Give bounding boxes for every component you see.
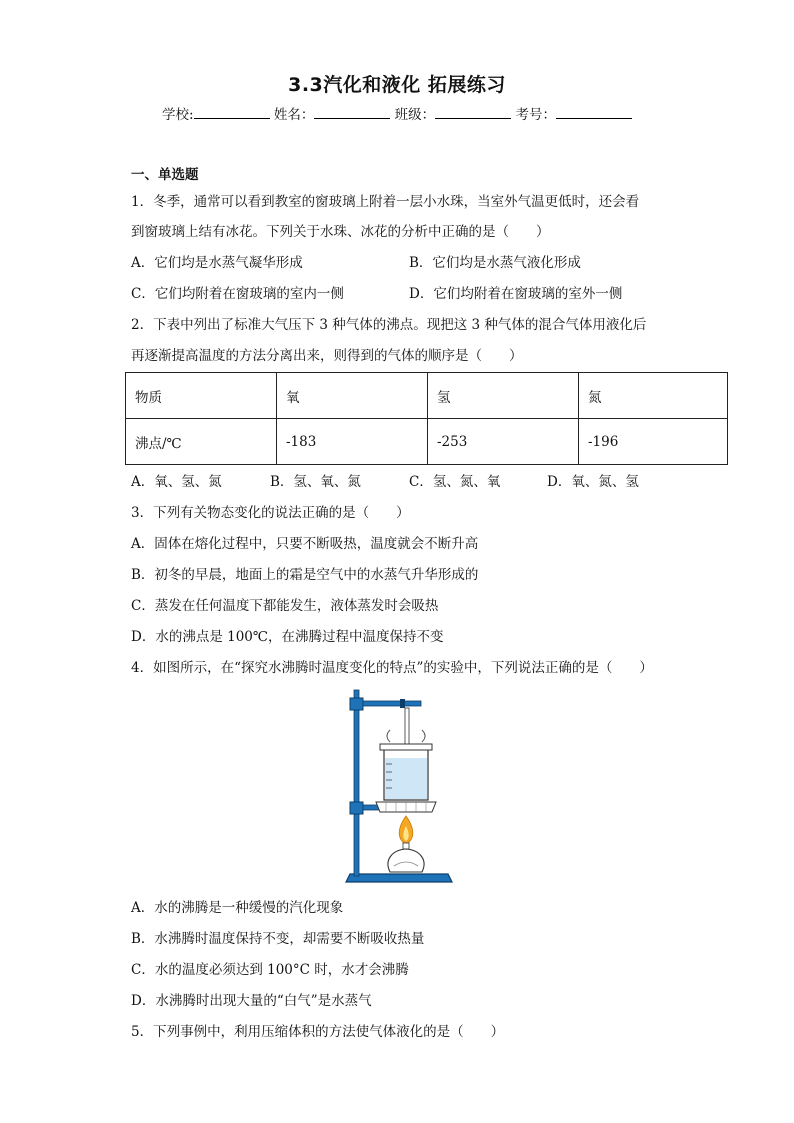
q4-option-c: C．水的温度必须达到 100°C 时，水才会沸腾 [131,962,409,978]
table-cell: 氢 [428,373,579,419]
beaker-lid [380,744,432,750]
q3-stem: 3．下列有关物态变化的说法正确的是（ ） [131,505,410,521]
class-blank[interactable] [435,104,511,119]
q4-option-b: B．水沸腾时温度保持不变，却需要不断吸收热量 [131,931,425,947]
boiling-point-table [125,372,728,465]
section-heading: 一、单选题 [131,167,199,183]
table-row [126,419,728,465]
table-cell: 物质 [126,373,277,419]
school-blank[interactable] [194,104,270,119]
stand-base [346,874,452,882]
thermometer-holder [400,699,405,708]
q1-option-b: B．它们均是水蒸气液化形成 [409,255,581,271]
alcohol-lamp [388,849,424,872]
table-cell: -253 [428,419,579,465]
q1-option-c: C．它们均附着在窗玻璃的室内一侧 [131,286,344,302]
lamp-wick-holder [403,843,409,849]
student-info-row [0,103,794,123]
q1-option-d: D．它们均附着在窗玻璃的室外一侧 [409,286,623,302]
q1-option-a: A．它们均是水蒸气凝华形成 [131,255,303,271]
q3-option-d: D．水的沸点是 100℃，在沸腾过程中温度保持不变 [131,629,444,645]
boiling-experiment-figure [340,684,460,894]
class-label: 班级： [394,107,436,123]
q3-option-c: C．蒸发在任何温度下都能发生，液体蒸发时会吸热 [131,598,439,614]
table-cell: 沸点/℃ [126,419,277,465]
table-cell: 氧 [277,373,428,419]
q1-stem-line2: 到窗玻璃上结有冰花。下列关于水珠、冰花的分析中正确的是（ ） [131,224,550,240]
page-title: 3.3汽化和液化 拓展练习 [288,74,506,96]
q2-option-a: A．氧、氢、氮 [131,474,222,490]
upper-clamp-arm [363,701,421,706]
q3-option-a: A．固体在熔化过程中，只要不断吸热，温度就会不断升高 [131,536,479,552]
school-label: 学校: [162,107,194,123]
q1-stem-line1: 1．冬季，通常可以看到教室的窗玻璃上附着一层小水珠，当室外气温更低时，还会看 [131,194,640,210]
q3-option-b: B．初冬的早晨，地面上的霜是空气中的水蒸气升华形成的 [131,567,479,583]
table-cell: 氮 [579,373,728,419]
q2-stem-line2: 再逐渐提高温度的方法分离出来，则得到的气体的顺序是（ ） [131,348,523,364]
table-cell: -183 [277,419,428,465]
q4-option-d: D．水沸腾时出现大量的“白气”是水蒸气 [131,993,372,1009]
exam-number-blank[interactable] [556,104,632,119]
q2-option-d: D．氧、氮、氢 [547,474,639,490]
exam-number-label: 考号： [515,107,556,123]
q4-stem: 4．如图所示，在“探究水沸腾时温度变化的特点”的实验中，下列说法正确的是（ ） [131,660,653,676]
q5-stem: 5．下列事例中，利用压缩体积的方法使气体液化的是（ ） [131,1024,505,1040]
table-cell: -196 [579,419,728,465]
q2-option-c: C．氢、氮、氧 [409,474,501,490]
upper-clamp-boss [350,698,363,710]
q4-option-a: A．水的沸腾是一种缓慢的汽化现象 [131,900,344,916]
q2-stem-line1: 2．下表中列出了标准大气压下 3 种气体的沸点。现把这 3 种气体的混合气体用液化后 [131,317,647,333]
q2-option-b: B．氢、氧、氮 [270,474,361,490]
name-blank[interactable] [314,104,390,119]
name-label: 姓名： [273,107,315,123]
table-row [126,373,728,419]
lower-clamp-boss [350,802,363,814]
stand-rod [354,690,359,876]
